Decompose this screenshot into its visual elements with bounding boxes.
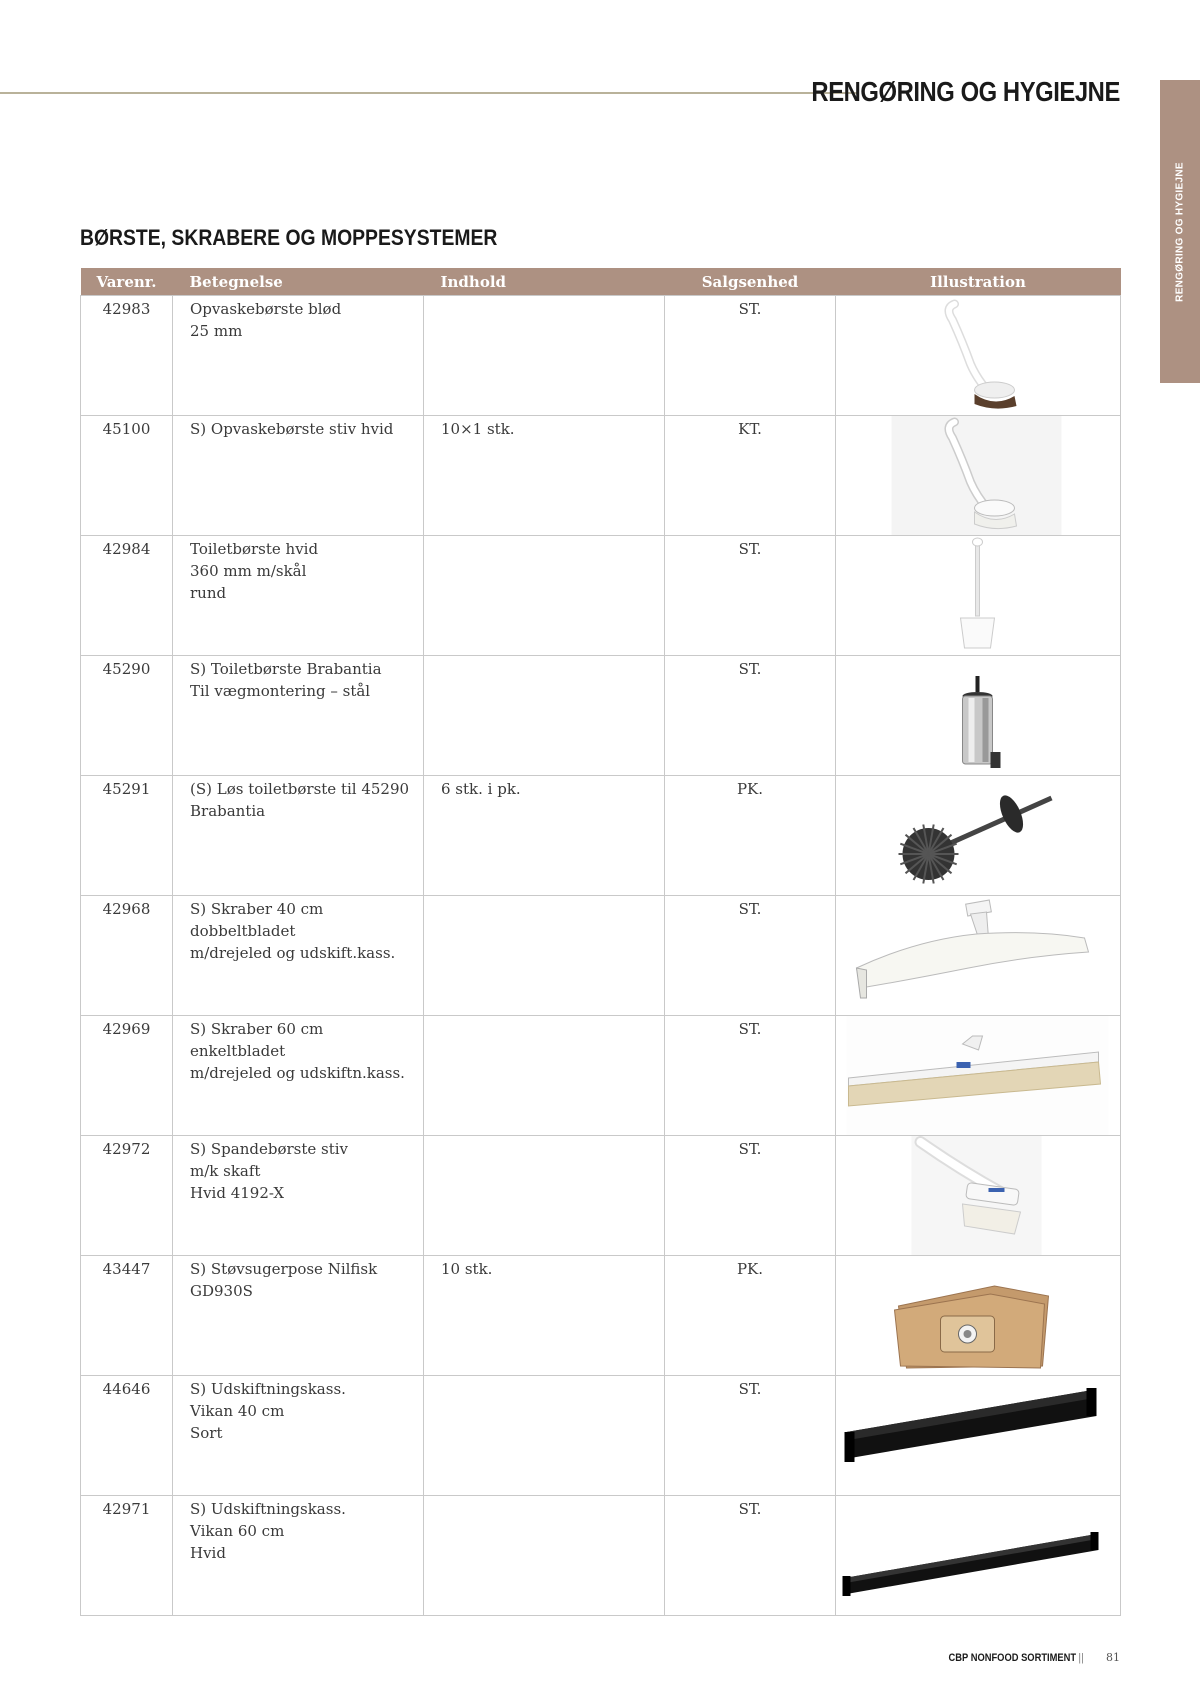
footer-separator: || bbox=[1078, 1652, 1084, 1664]
footer-brand: CBP NONFOOD SORTIMENT bbox=[948, 1652, 1077, 1664]
table-title: BØRSTE, SKRABERE OG MOPPESYSTEMER bbox=[80, 225, 498, 250]
betegnelse-line: S) Støvsugerpose Nilfisk bbox=[190, 1260, 378, 1278]
illustration-cell bbox=[836, 1256, 1121, 1376]
table-row bbox=[81, 656, 1121, 776]
varenr-cell: 45291 bbox=[81, 776, 173, 896]
betegnelse-line: Toiletbørste hvid bbox=[190, 540, 319, 558]
varenr-cell: 42968 bbox=[81, 896, 173, 1016]
betegnelse-line: 25 mm bbox=[190, 322, 243, 340]
table-row bbox=[81, 896, 1121, 1016]
table-row bbox=[81, 1256, 1121, 1376]
varenr-cell: 45100 bbox=[81, 416, 173, 536]
indhold-cell bbox=[424, 1136, 665, 1256]
varenr-cell: 42972 bbox=[81, 1136, 173, 1256]
varenr-cell: 42971 bbox=[81, 1496, 173, 1616]
indhold-cell bbox=[424, 1376, 665, 1496]
dish-brush-dark-icon bbox=[836, 296, 1120, 415]
salgsenhed-cell: ST. bbox=[665, 1136, 836, 1256]
betegnelse-line: Hvid 4192-X bbox=[190, 1184, 285, 1202]
betegnelse-line: S) Udskiftningskass. bbox=[190, 1500, 346, 1518]
betegnelse-cell bbox=[173, 1496, 424, 1616]
col-illustration: Illustration bbox=[836, 268, 1121, 296]
varenr-cell: 42969 bbox=[81, 1016, 173, 1136]
betegnelse-line: (S) Løs toiletbørste til 45290 bbox=[190, 780, 410, 798]
footer bbox=[926, 1651, 1120, 1664]
salgsenhed-cell: KT. bbox=[665, 416, 836, 536]
varenr-cell: 42984 bbox=[81, 536, 173, 656]
illustration-cell bbox=[836, 656, 1121, 776]
betegnelse-cell bbox=[173, 1376, 424, 1496]
indhold-cell bbox=[424, 1016, 665, 1136]
illustration-cell bbox=[836, 1136, 1121, 1256]
vacuum-bag-icon bbox=[836, 1256, 1120, 1375]
table-header-row bbox=[81, 268, 1121, 296]
betegnelse-cell bbox=[173, 416, 424, 536]
varenr-cell: 42983 bbox=[81, 296, 173, 416]
betegnelse-line: Sort bbox=[190, 1424, 223, 1442]
side-tab bbox=[1160, 80, 1200, 383]
varenr-cell: 43447 bbox=[81, 1256, 173, 1376]
betegnelse-line: GD930S bbox=[190, 1282, 253, 1300]
header-rule bbox=[0, 92, 858, 94]
table-row bbox=[81, 296, 1121, 416]
betegnelse-cell bbox=[173, 1256, 424, 1376]
betegnelse-cell bbox=[173, 1016, 424, 1136]
squeegee-double-icon bbox=[836, 896, 1120, 1015]
betegnelse-cell bbox=[173, 776, 424, 896]
salgsenhed-cell: ST. bbox=[665, 656, 836, 776]
salgsenhed-cell: ST. bbox=[665, 896, 836, 1016]
salgsenhed-cell: PK. bbox=[665, 1256, 836, 1376]
table-row bbox=[81, 1016, 1121, 1136]
col-betegnelse: Betegnelse bbox=[173, 268, 424, 296]
cassette-60-icon bbox=[836, 1496, 1120, 1615]
salgsenhed-cell: ST. bbox=[665, 1496, 836, 1616]
table-row bbox=[81, 1136, 1121, 1256]
illustration-cell bbox=[836, 296, 1121, 416]
table-row bbox=[81, 416, 1121, 536]
steel-toilet-brush-icon bbox=[836, 656, 1120, 775]
section-title: RENGØRING OG HYGIEJNE bbox=[811, 76, 1120, 107]
salgsenhed-cell: ST. bbox=[665, 1376, 836, 1496]
betegnelse-line: S) Toiletbørste Brabantia bbox=[190, 660, 382, 678]
indhold-cell: 10 stk. bbox=[424, 1256, 665, 1376]
cassette-40-icon bbox=[836, 1376, 1120, 1495]
illustration-cell bbox=[836, 1496, 1121, 1616]
illustration-cell bbox=[836, 1376, 1121, 1496]
betegnelse-line: enkeltbladet bbox=[190, 1042, 286, 1060]
salgsenhed-cell: ST. bbox=[665, 1016, 836, 1136]
betegnelse-line: S) Udskiftningskass. bbox=[190, 1380, 346, 1398]
betegnelse-line: S) Skraber 60 cm bbox=[190, 1020, 324, 1038]
betegnelse-line: m/drejeled og udskiftn.kass. bbox=[190, 1064, 405, 1082]
table-row bbox=[81, 1496, 1121, 1616]
illustration-cell bbox=[836, 536, 1121, 656]
betegnelse-line: Til vægmontering – stål bbox=[190, 682, 371, 700]
betegnelse-cell bbox=[173, 1136, 424, 1256]
betegnelse-cell bbox=[173, 656, 424, 776]
betegnelse-line: Vikan 40 cm bbox=[190, 1402, 285, 1420]
table-row bbox=[81, 536, 1121, 656]
betegnelse-cell bbox=[173, 536, 424, 656]
illustration-cell bbox=[836, 1016, 1121, 1136]
salgsenhed-cell: PK. bbox=[665, 776, 836, 896]
indhold-cell bbox=[424, 896, 665, 1016]
betegnelse-cell bbox=[173, 296, 424, 416]
indhold-cell bbox=[424, 296, 665, 416]
betegnelse-line: Vikan 60 cm bbox=[190, 1522, 285, 1540]
toilet-brush-icon bbox=[836, 536, 1120, 655]
betegnelse-line: Hvid bbox=[190, 1544, 226, 1562]
squeegee-single-icon bbox=[836, 1016, 1120, 1135]
col-varenr: Varenr. bbox=[81, 268, 173, 296]
table-row bbox=[81, 776, 1121, 896]
page-number: 81 bbox=[1106, 1651, 1120, 1664]
betegnelse-line: S) Opvaskebørste stiv hvid bbox=[190, 420, 394, 438]
col-salgsenhed: Salgsenhed bbox=[665, 268, 836, 296]
indhold-cell: 10×1 stk. bbox=[424, 416, 665, 536]
product-table bbox=[80, 268, 1121, 1616]
betegnelse-line: m/drejeled og udskift.kass. bbox=[190, 944, 396, 962]
indhold-cell bbox=[424, 656, 665, 776]
indhold-cell bbox=[424, 1496, 665, 1616]
col-indhold: Indhold bbox=[424, 268, 665, 296]
betegnelse-line: Opvaskebørste blød bbox=[190, 300, 342, 318]
varenr-cell: 45290 bbox=[81, 656, 173, 776]
illustration-cell bbox=[836, 416, 1121, 536]
illustration-cell bbox=[836, 776, 1121, 896]
betegnelse-line: 360 mm m/skål bbox=[190, 562, 307, 580]
betegnelse-line: dobbeltbladet bbox=[190, 922, 296, 940]
varenr-cell: 44646 bbox=[81, 1376, 173, 1496]
salgsenhed-cell: ST. bbox=[665, 296, 836, 416]
table-row bbox=[81, 1376, 1121, 1496]
betegnelse-cell bbox=[173, 896, 424, 1016]
betegnelse-line: S) Skraber 40 cm bbox=[190, 900, 324, 918]
betegnelse-line: Brabantia bbox=[190, 802, 266, 820]
indhold-cell bbox=[424, 536, 665, 656]
betegnelse-line: m/k skaft bbox=[190, 1162, 261, 1180]
betegnelse-line: rund bbox=[190, 584, 227, 602]
bucket-brush-icon bbox=[836, 1136, 1120, 1255]
indhold-cell: 6 stk. i pk. bbox=[424, 776, 665, 896]
dish-brush-white-icon bbox=[836, 416, 1120, 535]
loose-brush-head-icon bbox=[836, 776, 1120, 895]
betegnelse-line: S) Spandebørste stiv bbox=[190, 1140, 349, 1158]
side-tab-label: RENGØRING OG HYGIEJNE bbox=[1174, 161, 1186, 302]
salgsenhed-cell: ST. bbox=[665, 536, 836, 656]
illustration-cell bbox=[836, 896, 1121, 1016]
